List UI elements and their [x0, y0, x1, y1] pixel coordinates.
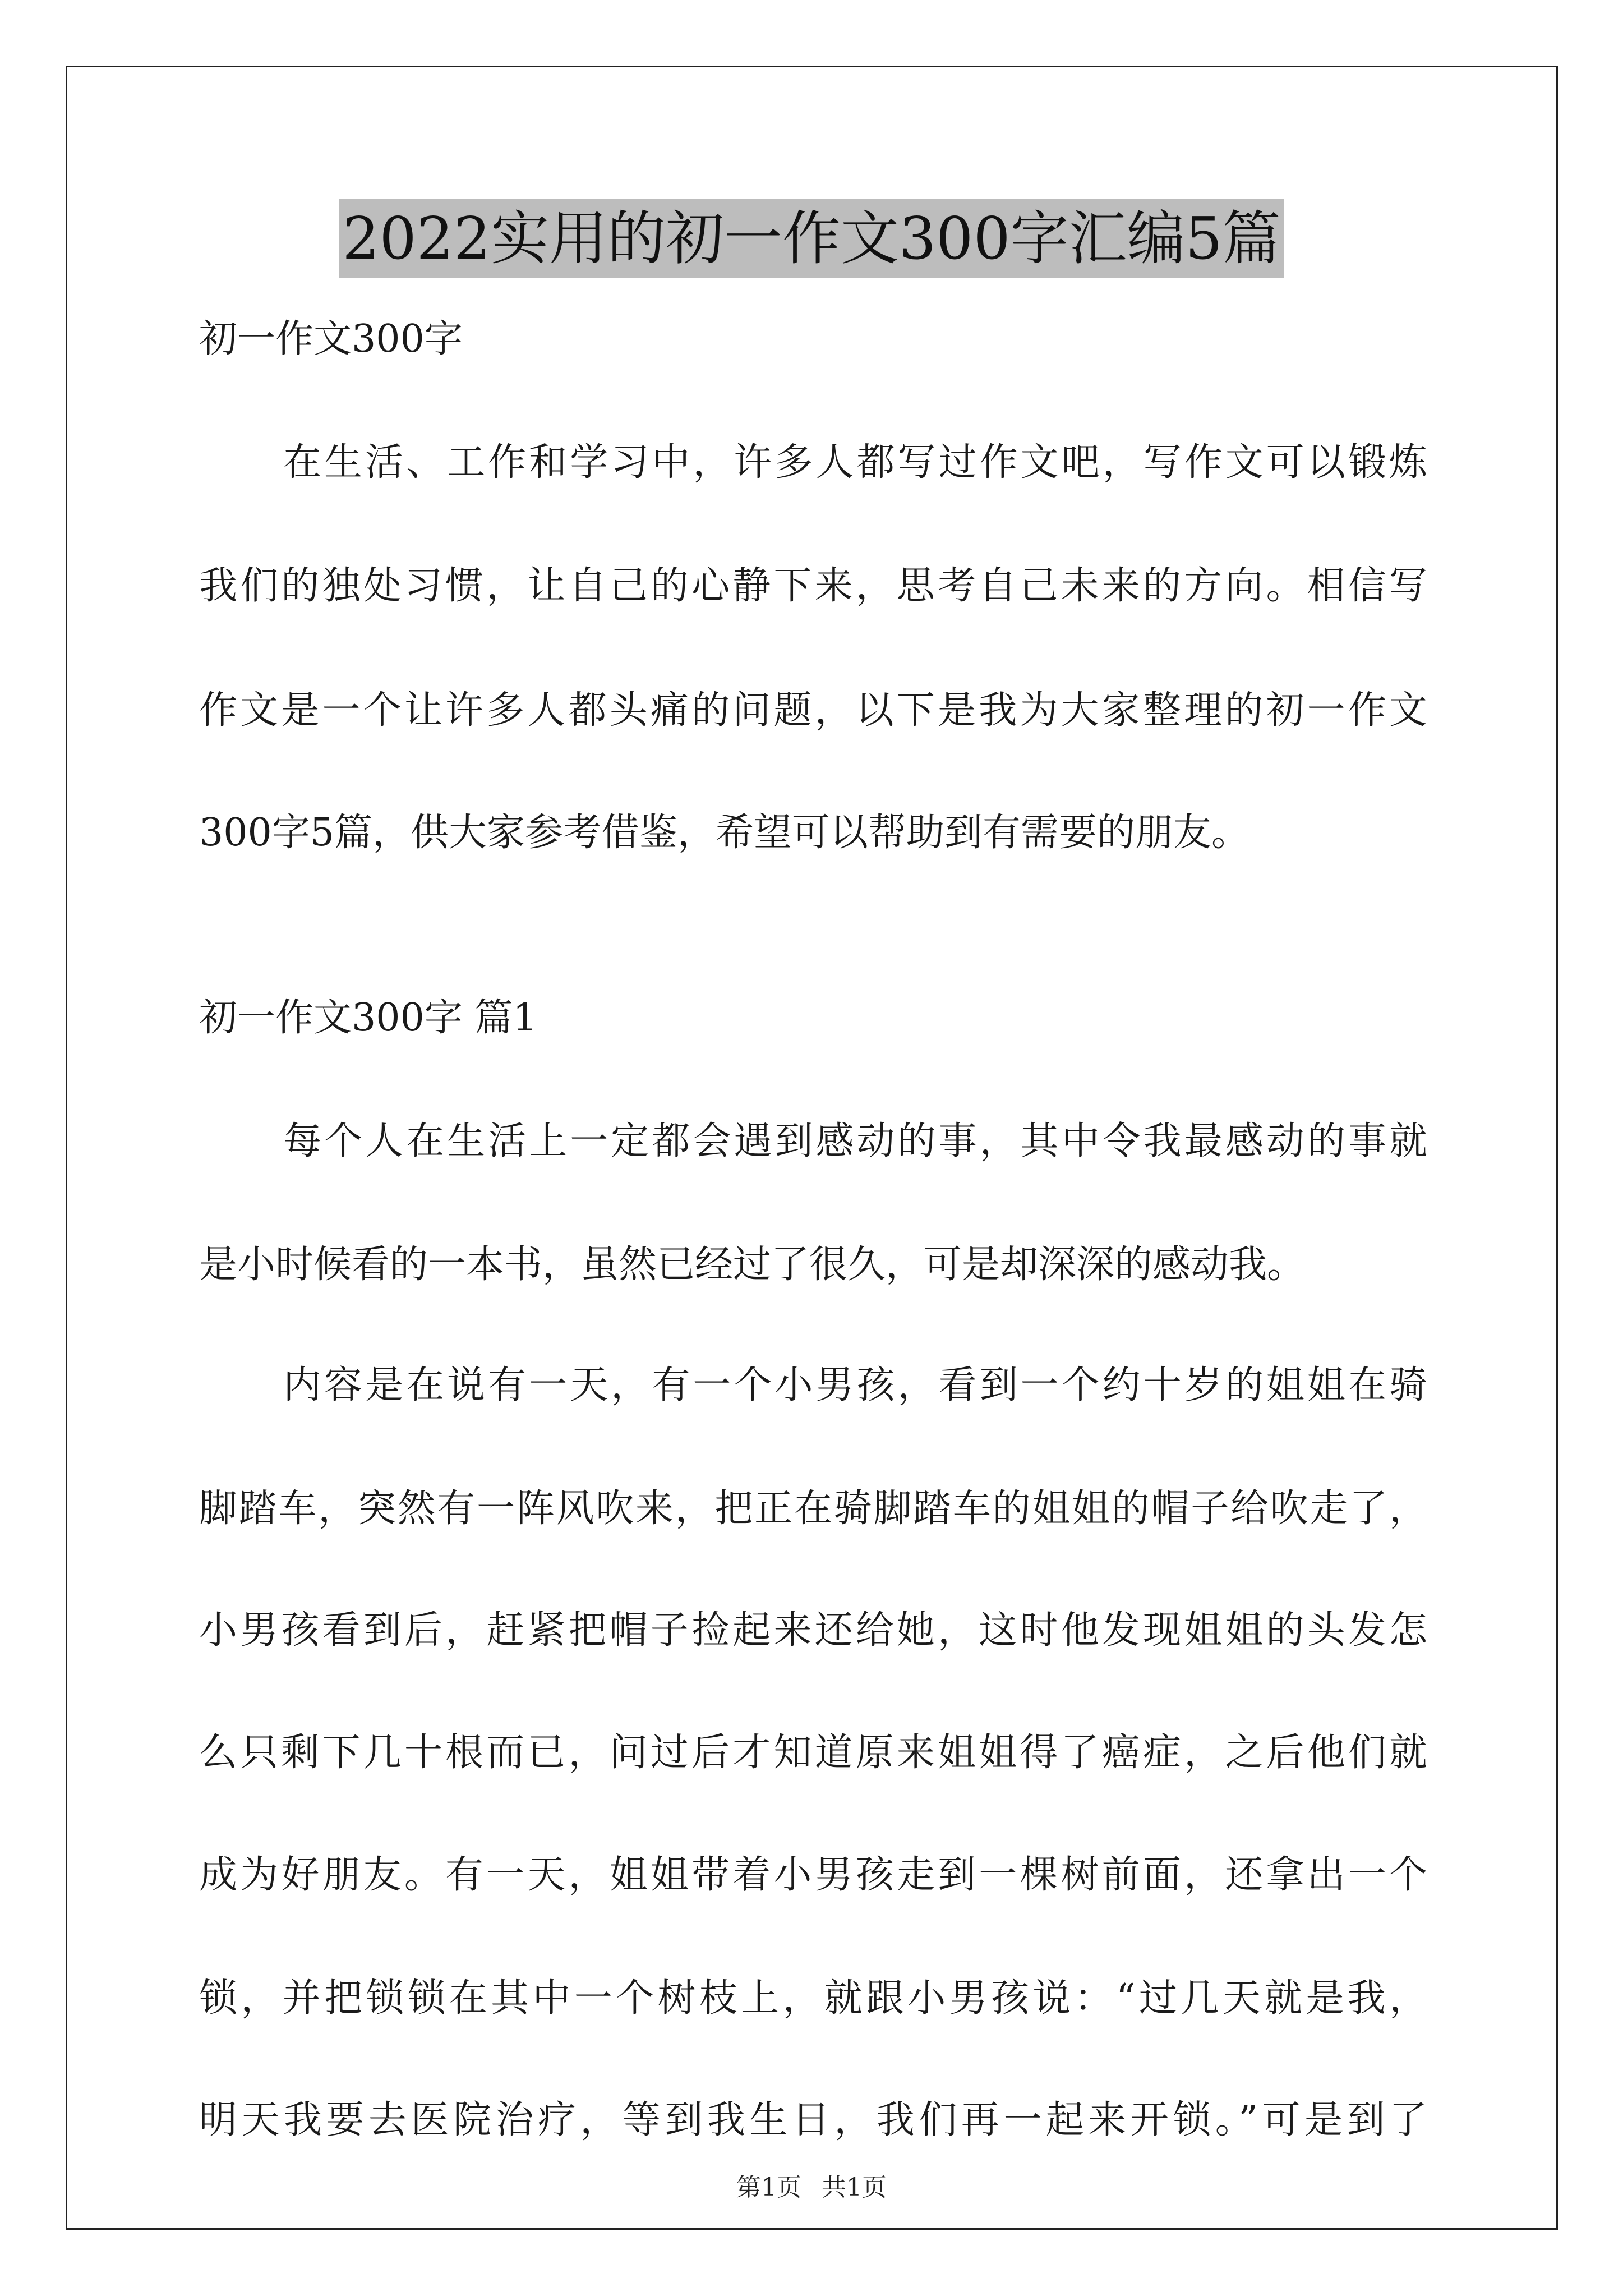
title-container	[0, 199, 1623, 278]
paragraph-line: 每个人在生活上一定都会遇到感动的事，其中令我最感动的事就	[283, 1119, 1427, 1163]
paragraph-line: 脚踏车，突然有一阵风吹来，把正在骑脚踏车的姐姐的帽子给吹走了，	[199, 1487, 1427, 1531]
paragraph-line: 明天我要去医院治疗，等到我生日，我们再一起来开锁。”可是到了	[199, 2098, 1427, 2142]
intro-line: 我们的独处习惯，让自己的心静下来，思考自己未来的方向。相信写	[199, 564, 1427, 608]
intro-heading: 初一作文300字	[199, 317, 463, 361]
paragraph-line: 锁，并把锁锁在其中一个树枝上，就跟小男孩说：“过几天就是我，	[199, 1976, 1427, 2021]
section-heading: 初一作文300字 篇1	[199, 996, 537, 1040]
page-number-total: 共1页	[822, 2173, 887, 2202]
paragraph-line: 是小时候看的一本书，虽然已经过了很久，可是却深深的感动我。	[199, 1243, 1306, 1287]
paragraph-line: 成为好朋友。有一天，姐姐带着小男孩走到一棵树前面，还拿出一个	[199, 1853, 1427, 1897]
page-number-current: 第1页	[736, 2173, 801, 2202]
intro-line: 300字5篇，供大家参考借鉴，希望可以帮助到有需要的朋友。	[199, 811, 1250, 855]
paragraph-line: 么只剩下几十根而已，问过后才知道原来姐姐得了癌症，之后他们就	[199, 1731, 1427, 1775]
page-footer	[0, 2171, 1623, 2205]
paragraph-line: 小男孩看到后，赶紧把帽子捡起来还给她，这时他发现姐姐的头发怎	[199, 1608, 1427, 1653]
intro-line: 在生活、工作和学习中，许多人都写过作文吧，写作文可以锻炼	[283, 440, 1427, 485]
document-title: 2022实用的初一作文300字汇编5篇	[339, 199, 1284, 278]
paragraph-line: 内容是在说有一天，有一个小男孩，看到一个约十岁的姐姐在骑	[283, 1363, 1427, 1407]
intro-line: 作文是一个让许多人都头痛的问题，以下是我为大家整理的初一作文	[199, 688, 1427, 733]
